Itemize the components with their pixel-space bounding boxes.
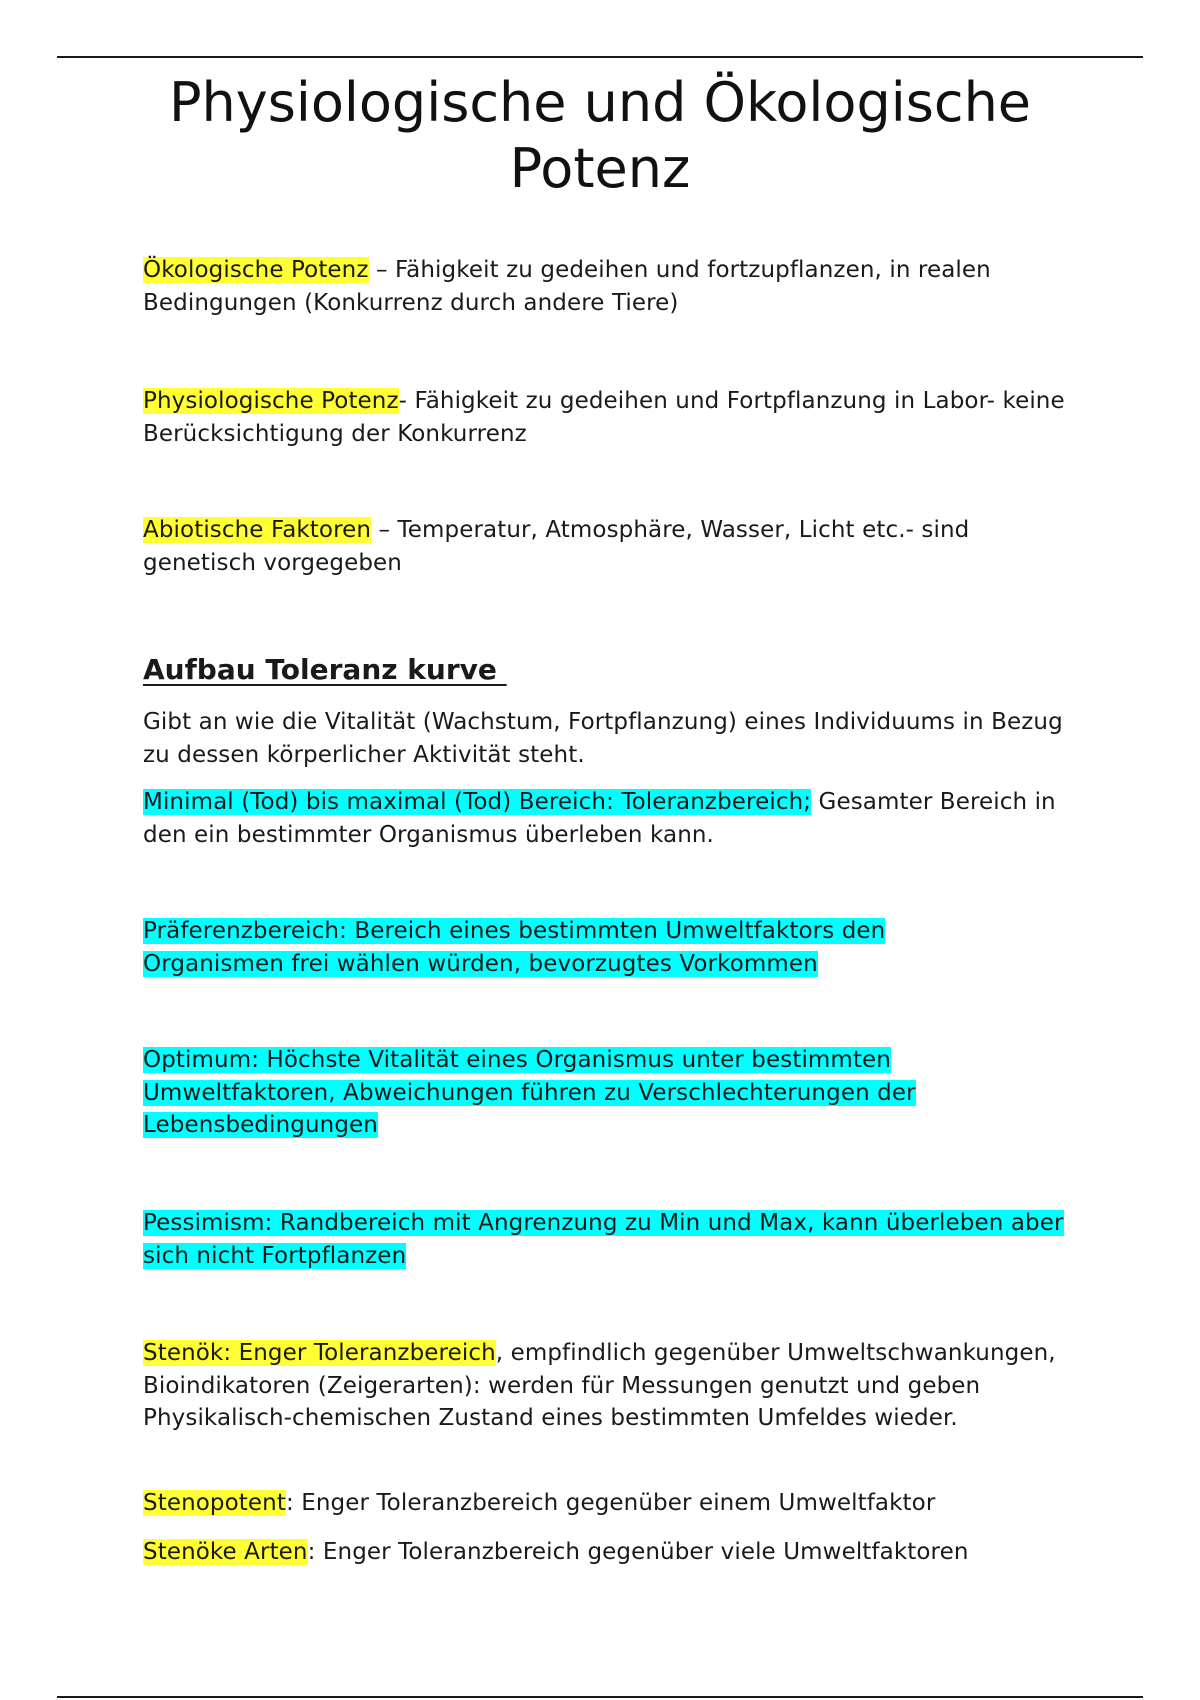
optimum-paragraph	[143, 1044, 973, 1142]
toleranzbereich-paragraph	[143, 786, 1073, 851]
definition-text: – Temperatur, Atmosphäre, Wasser, Licht etc.- sind genetisch vorgegeben	[143, 517, 970, 576]
page-title	[0, 70, 1200, 202]
definition-physiologische-potenz	[143, 385, 1073, 450]
definition-text: – Fähigkeit zu gedeihen und fortzupflanzen, in realen Bedingungen (Konkurrenz durch andere Tiere)	[143, 257, 991, 316]
top-rule	[57, 56, 1143, 58]
praeferenz-highlight: Präferenzbereich: Bereich eines bestimmten Umweltfaktors den Organismen frei wählen würden, bevorzugtes Vorkommen	[143, 918, 886, 977]
term-highlight: Physiologische Potenz	[143, 388, 399, 414]
term-stenopotent	[143, 1487, 1073, 1520]
title-line-2: Potenz	[509, 137, 691, 200]
term-highlight: Stenopotent	[143, 1490, 286, 1516]
definition-oekologische-potenz	[143, 254, 1073, 319]
term-text: , empfindlich gegenüber Umweltschwankungen, Bioindikatoren (Zeigerarten): werden für Messungen genutzt und geben Physikalisch-chemischen Zustand eines bestimmten Umfeldes wieder.	[143, 1340, 1056, 1431]
definition-text: - Fähigkeit zu gedeihen und Fortpflanzung in Labor- keine Berücksichtigung der Konkurrenz	[143, 388, 1065, 447]
title-line-1: Physiologische und Ökologische	[168, 71, 1032, 134]
term-highlight: Stenöke Arten	[143, 1539, 308, 1565]
term-highlight: Stenök: Enger Toleranzbereich	[143, 1340, 496, 1366]
term-stenoek	[143, 1337, 1073, 1435]
term-stenoeke-arten	[143, 1536, 1073, 1569]
term-highlight: Ökologische Potenz	[143, 257, 369, 283]
term-text: : Enger Toleranzbereich gegenüber einem Umweltfaktor	[285, 1490, 936, 1516]
term-text: : Enger Toleranzbereich gegenüber viele Umweltfaktoren	[307, 1539, 969, 1565]
pessimism-highlight: Pessimism: Randbereich mit Angrenzung zu Min und Max, kann überleben aber sich nicht Fortpflanzen	[143, 1210, 1064, 1269]
section-heading: Aufbau Toleranz kurve	[143, 653, 507, 686]
toleranz-text: Gesamter Bereich in den ein bestimmter Organismus überleben kann.	[143, 789, 1056, 848]
toleranz-highlight: Minimal (Tod) bis maximal (Tod) Bereich: Toleranzbereich;	[143, 789, 812, 815]
section-intro: Gibt an wie die Vitalität (Wachstum, Fortpflanzung) eines Individuums in Bezug zu dessen körperlicher Aktivität steht.	[143, 709, 1063, 768]
definition-abiotische-faktoren	[143, 514, 1073, 579]
bottom-rule	[57, 1696, 1143, 1698]
optimum-highlight: Optimum: Höchste Vitalität eines Organismus unter bestimmten Umweltfaktoren, Abweichungen führen zu Verschlechterungen der Lebensbedingungen	[143, 1047, 916, 1138]
praeferenzbereich-paragraph	[143, 915, 943, 980]
pessimism-paragraph	[143, 1207, 1073, 1272]
term-highlight: Abiotische Faktoren	[143, 517, 372, 543]
